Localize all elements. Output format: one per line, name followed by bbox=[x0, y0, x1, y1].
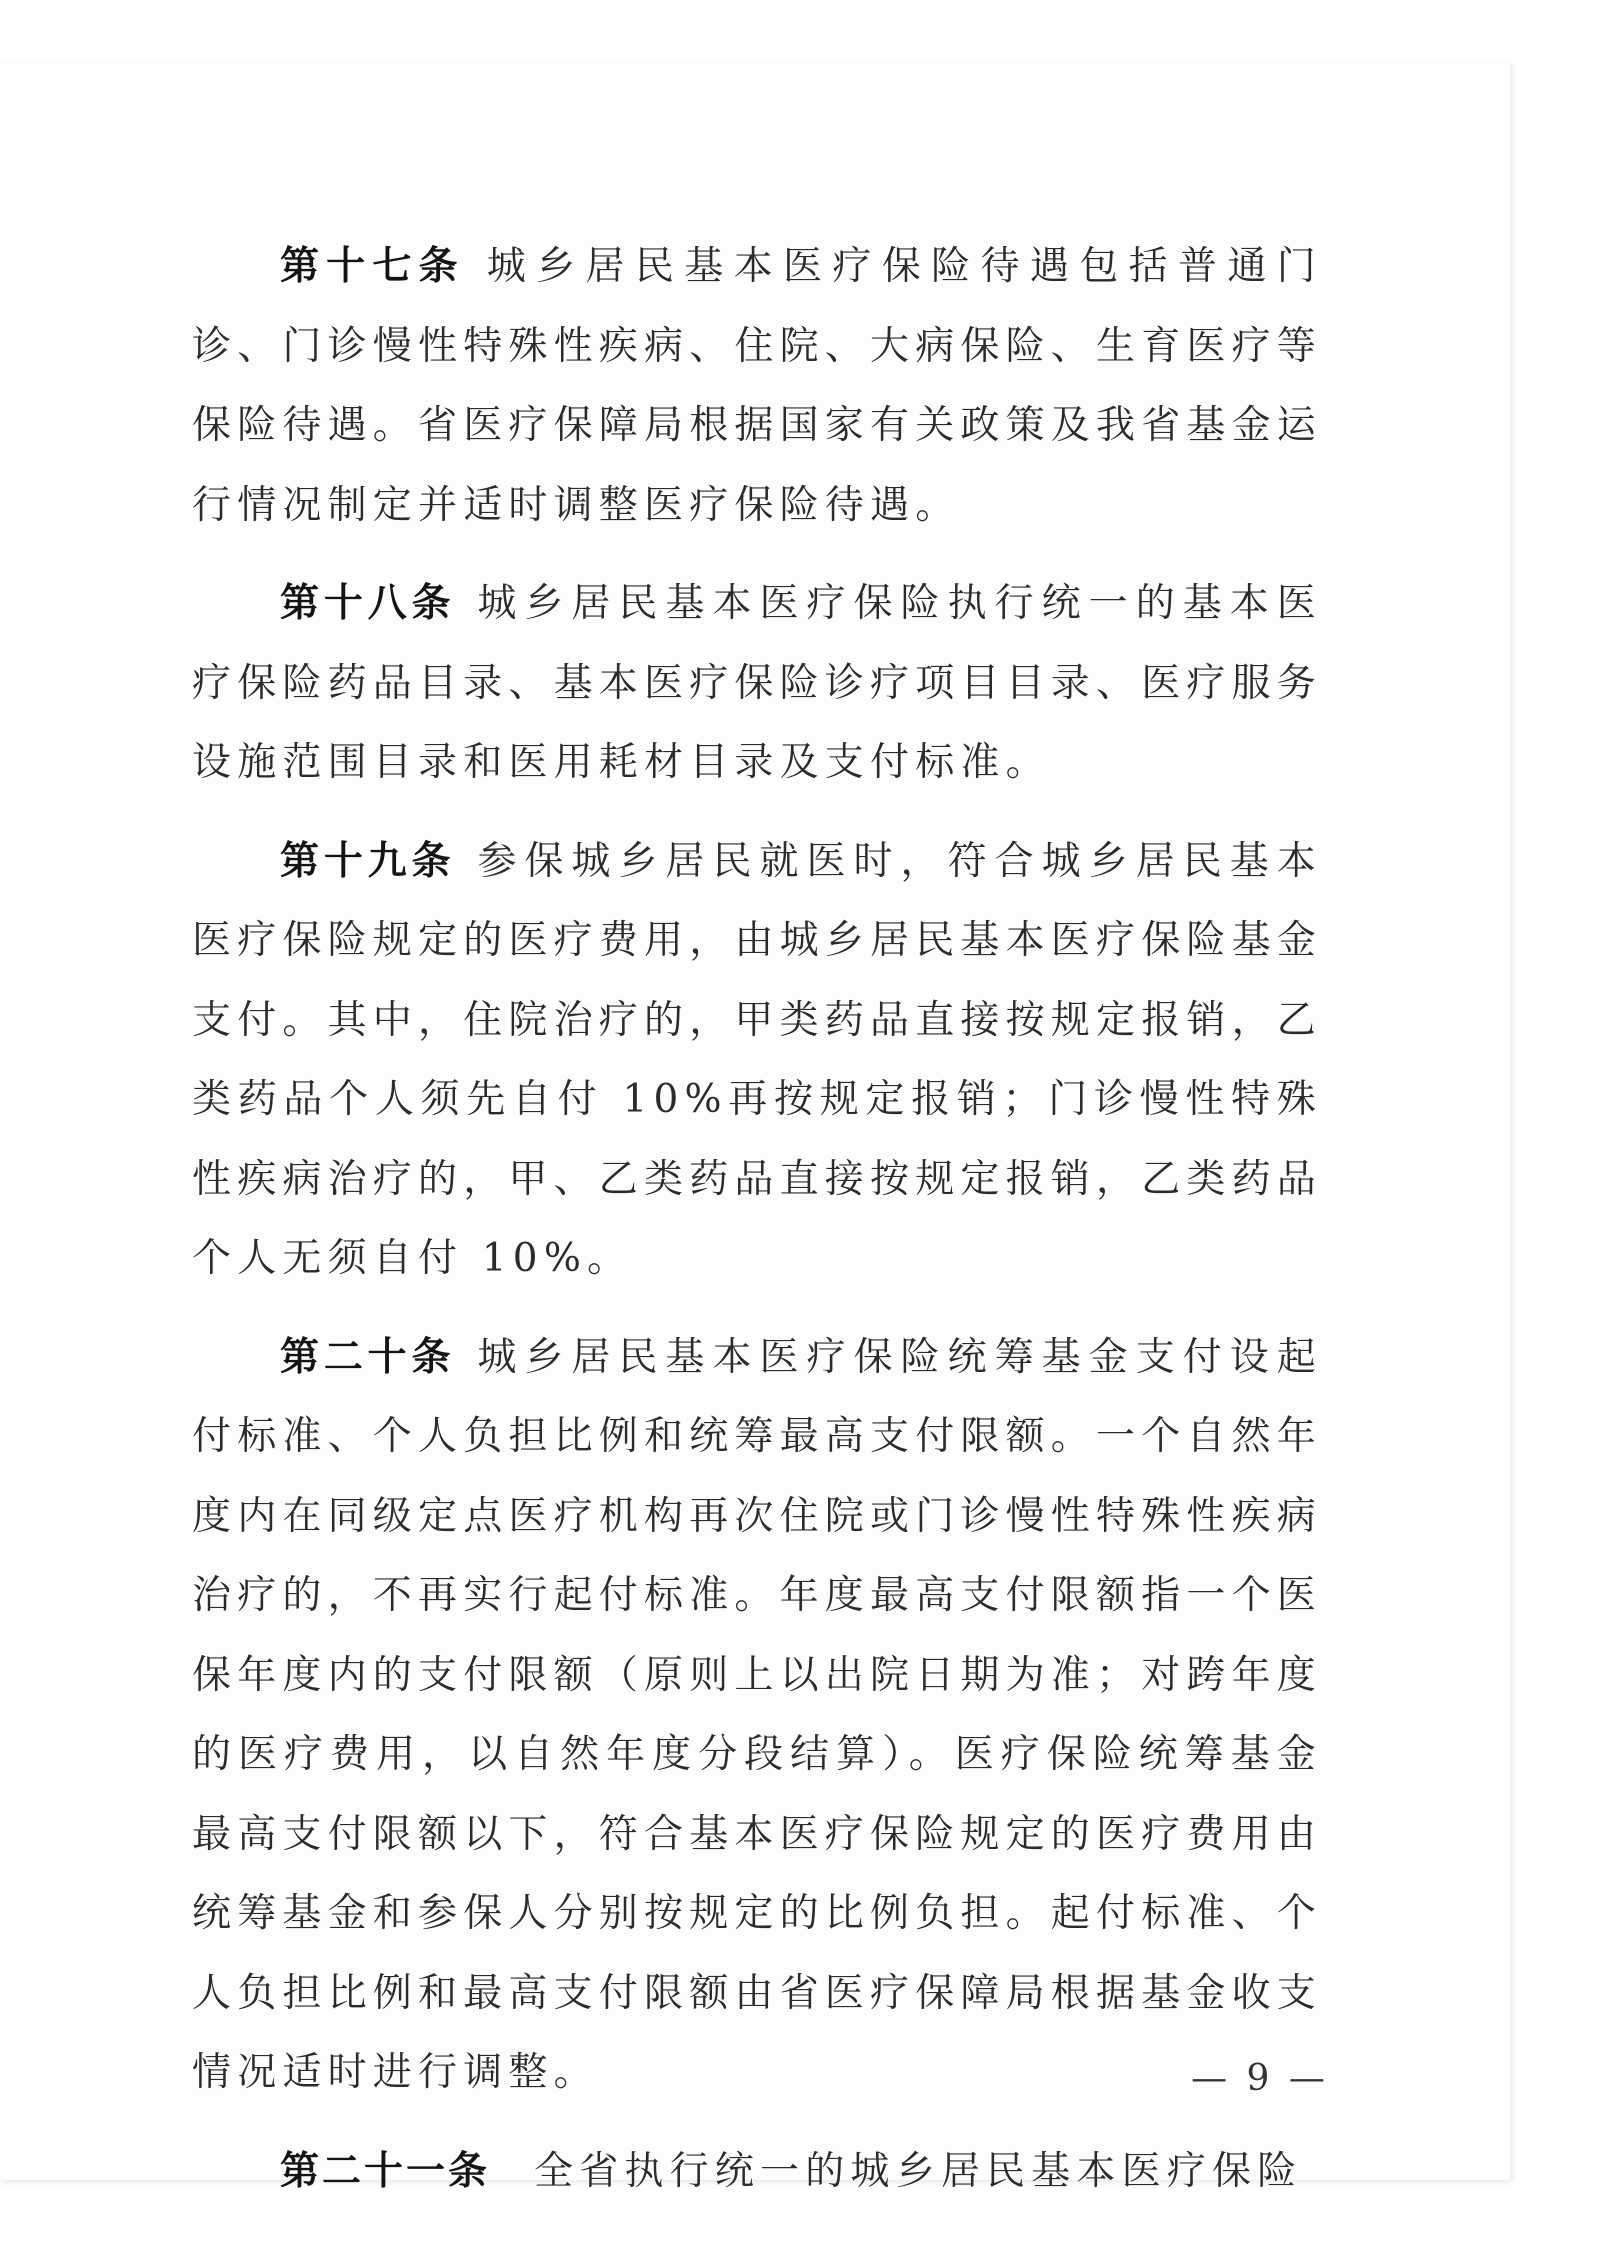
article-18 bbox=[192, 564, 1322, 803]
article-text: 参保城乡居民就医时，符合城乡居民基本医疗保险规定的医疗费用，由城乡居民基本医疗保险基金支付。其中，住院治疗的，甲类药品直接按规定报销，乙类药品个人须先自付 10%再按规定报销；门诊慢性特殊性疾病治疗的，甲、乙类药品直接按规定报销，乙类药品个人无须自付 10%。 bbox=[192, 838, 1323, 1281]
article-text: 城乡居民基本医疗保险统筹基金支付设起付标准、个人负担比例和统筹最高支付限额。一个自然年度内在同级定点医疗机构再次住院或门诊慢性特殊性疾病治疗的，不再实行起付标准。年度最高支付限额指一个医保年度内的支付限额（原则上以出院日期为准；对跨年度的医疗费用，以自然年度分段结算）。医疗保险统筹基金最高支付限额以下，符合基本医疗保险规定的医疗费用由统筹基金和参保人分别按规定的比例负担。起付标准、个人负担比例和最高支付限额由省医疗保障局根据基金收支情况适时进行调整。 bbox=[192, 1334, 1323, 2095]
article-17 bbox=[192, 227, 1322, 545]
document-page bbox=[0, 62, 1510, 2194]
article-19 bbox=[192, 822, 1322, 1299]
article-text: 城乡居民基本医疗保险待遇包括普通门诊、门诊慢性特殊性疾病、住院、大病保险、生育医疗等保险待遇。省医疗保障局根据国家有关政策及我省基金运行情况制定并适时调整医疗保险待遇。 bbox=[192, 244, 1323, 528]
article-20 bbox=[192, 1318, 1322, 2113]
article-heading: 第十九条 bbox=[280, 837, 456, 884]
article-heading: 第十八条 bbox=[280, 580, 456, 626]
document-body bbox=[192, 227, 1322, 2230]
article-heading: 第十七条 bbox=[280, 243, 465, 289]
article-heading: 第二十一条 bbox=[280, 2147, 491, 2194]
article-text: 全省执行统一的城乡居民基本医疗保险 bbox=[534, 2148, 1303, 2194]
article-text: 城乡居民基本医疗保险执行统一的基本医疗保险药品目录、基本医疗保险诊疗项目目录、医疗服务设施范围目录和医用耗材目录及支付标准。 bbox=[192, 581, 1323, 785]
article-heading: 第二十条 bbox=[280, 1333, 456, 1380]
article-21 bbox=[192, 2132, 1322, 2212]
page-number: — 9 — bbox=[1191, 2058, 1329, 2099]
